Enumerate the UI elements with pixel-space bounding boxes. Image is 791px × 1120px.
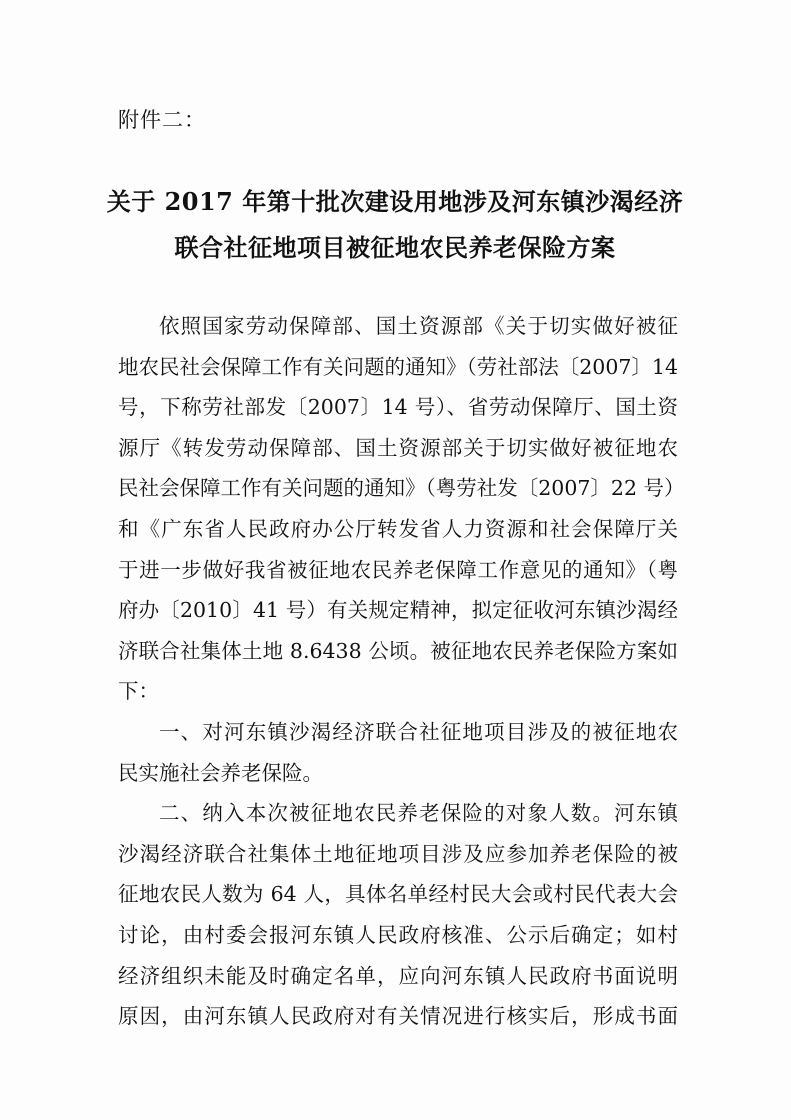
body-line: 依照国家劳动保障部、国土资源部《关于切实做好被征 — [159, 314, 678, 338]
attachment-label: 附件二： — [118, 108, 206, 132]
body-line: 民社会保障工作有关问题的通知》（粤劳社发〔2007〕22 号） — [118, 476, 685, 501]
body-line: 沙渴经济联合社集体土地征地项目涉及应参加养老保险的被 — [118, 841, 678, 866]
body-line: 二、纳入本次被征地农民养老保险的对象人数。河东镇 — [159, 801, 678, 826]
body-line: 号，下称劳社部发〔2007〕14 号）、省劳动保障厅、国土资 — [118, 395, 678, 420]
body-line: 济联合社集体土地 8.6438 公顷。被征地农民养老保险方案如 — [118, 638, 678, 663]
body-line: 和《广东省人民政府办公厅转发省人力资源和社会保障厅关 — [118, 516, 678, 541]
body-line: 地农民社会保障工作有关问题的通知》（劳社部法〔2007〕14 — [118, 354, 679, 379]
document-body — [118, 306, 685, 1037]
body-line: 征地农民人数为 64 人，具体名单经村民大会或村民代表大会 — [118, 882, 678, 907]
document-title-line-2: 联合社征地项目被征地农民养老保险方案 — [174, 233, 616, 262]
body-line: 于进一步做好我省被征地农民养老保障工作意见的通知》（粤 — [118, 557, 678, 582]
body-line: 经济组织未能及时确定名单，应向河东镇人民政府书面说明 — [118, 963, 678, 988]
body-line: 民实施社会养老保险。 — [118, 760, 323, 785]
document-title-line-1: 关于 2017 年第十批次建设用地涉及河东镇沙渴经济 — [106, 187, 684, 216]
body-line: 下： — [118, 679, 159, 704]
body-line: 源厅《转发劳动保障部、国土资源部关于切实做好被征地农 — [118, 435, 678, 460]
body-line: 讨论，由村委会报河东镇人民政府核准、公示后确定；如村 — [118, 922, 678, 947]
body-line: 一、对河东镇沙渴经济联合社征地项目涉及的被征地农 — [159, 719, 678, 744]
body-line: 府办〔2010〕41 号）有关规定精神，拟定征收河东镇沙渴经 — [118, 598, 678, 623]
body-line: 原因，由河东镇人民政府对有关情况进行核实后，形成书面 — [118, 1004, 678, 1029]
